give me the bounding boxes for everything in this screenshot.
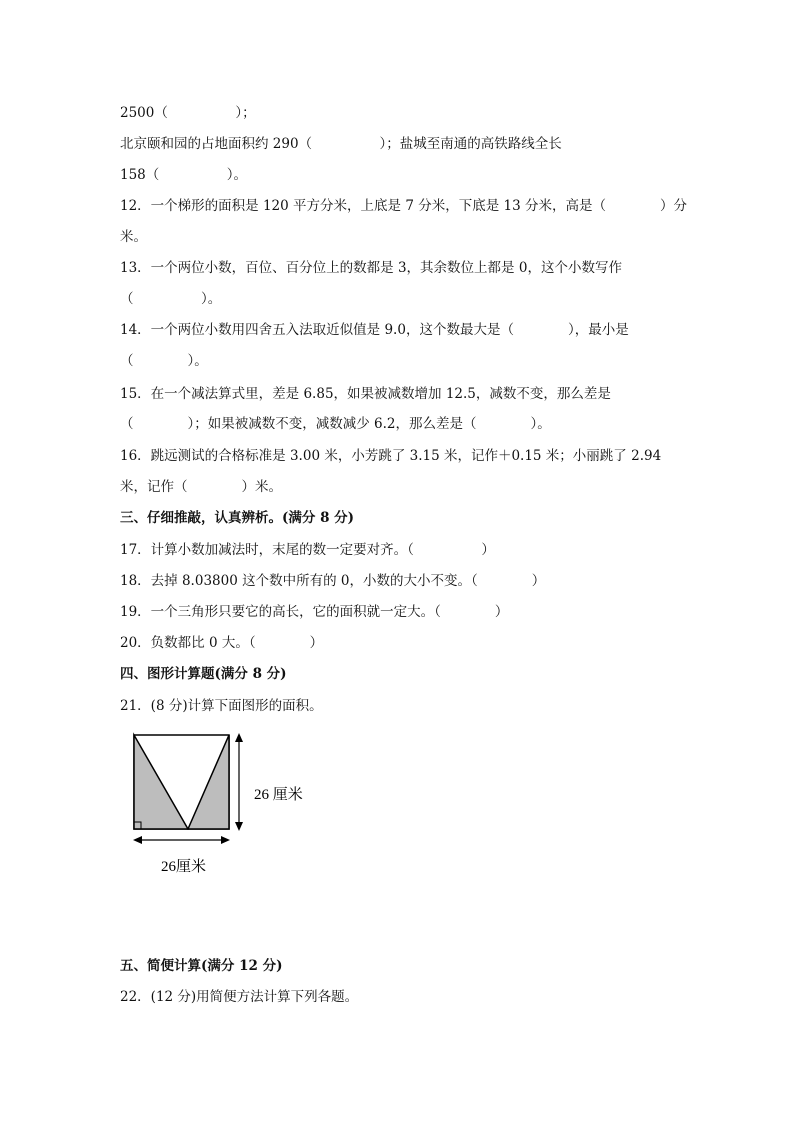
question-line: 17．计算小数加减法时，末尾的数一定要对齐。（ ）: [120, 542, 495, 558]
shaded-left-triangle: [134, 735, 188, 829]
height-label: 26 厘米: [254, 787, 303, 803]
width-arrow-left-icon: [133, 836, 142, 844]
question-line: 米。: [120, 229, 147, 245]
height-arrow-up-icon: [235, 733, 243, 742]
question-line: 19．一个三角形只要它的高长，它的面积就一定大。（ ）: [120, 604, 509, 620]
question-line: （ ）；如果被减数不变，减数减少 6.2，那么差是（ ）。: [120, 416, 551, 432]
question-line: 16．跳远测试的合格标准是 3.00 米，小芳跳了 3.15 米，记作＋0.15 米；小丽跳了 2.94: [120, 448, 662, 464]
question-line: 158（ ）。: [120, 167, 248, 183]
question-line: 米，记作（ ）米。: [120, 479, 282, 495]
question-line: （ ）。: [120, 291, 222, 307]
question-line: 22．(12 分)用简便方法计算下列各题。: [120, 989, 359, 1005]
question-line: 18．去掉 8.03800 这个数中所有的 0，小数的大小不变。（ ）: [120, 573, 546, 589]
question-line: 北京颐和园的占地面积约 290（ ）；盐城至南通的高铁路线全长: [120, 136, 562, 152]
question-line: 2500（ ）；: [120, 105, 256, 121]
question-line: （ ）。: [120, 353, 208, 369]
question-line: 13．一个两位小数，百位、百分位上的数都是 3，其余数位上都是 0，这个小数写作: [120, 260, 622, 276]
width-label: 26厘米: [161, 859, 207, 875]
question-line: 20．负数都比 0 大。（ ）: [120, 635, 324, 651]
width-arrow-right-icon: [221, 836, 230, 844]
section-heading: 三、仔细推敲，认真辨析。(满分 8 分): [120, 510, 355, 526]
height-arrow-down-icon: [235, 822, 243, 831]
shaded-right-triangle: [188, 735, 229, 829]
section-heading: 四、图形计算题(满分 8 分): [120, 666, 287, 682]
question-line: 21．(8 分)计算下面图形的面积。: [120, 698, 323, 714]
question-line: 15．在一个减法算式里，差是 6.85，如果被减数增加 12.5，减数不变，那么差是: [120, 386, 611, 402]
trapezoid-area-figure: [124, 728, 324, 878]
section-heading: 五、简便计算(满分 12 分): [120, 958, 283, 974]
question-line: 14．一个两位小数用四舍五入法取近似值是 9.0，这个数最大是（ ），最小是: [120, 322, 629, 338]
question-line: 12．一个梯形的面积是 120 平方分米，上底是 7 分米，下底是 13 分米，高是（ ）分: [120, 198, 687, 214]
